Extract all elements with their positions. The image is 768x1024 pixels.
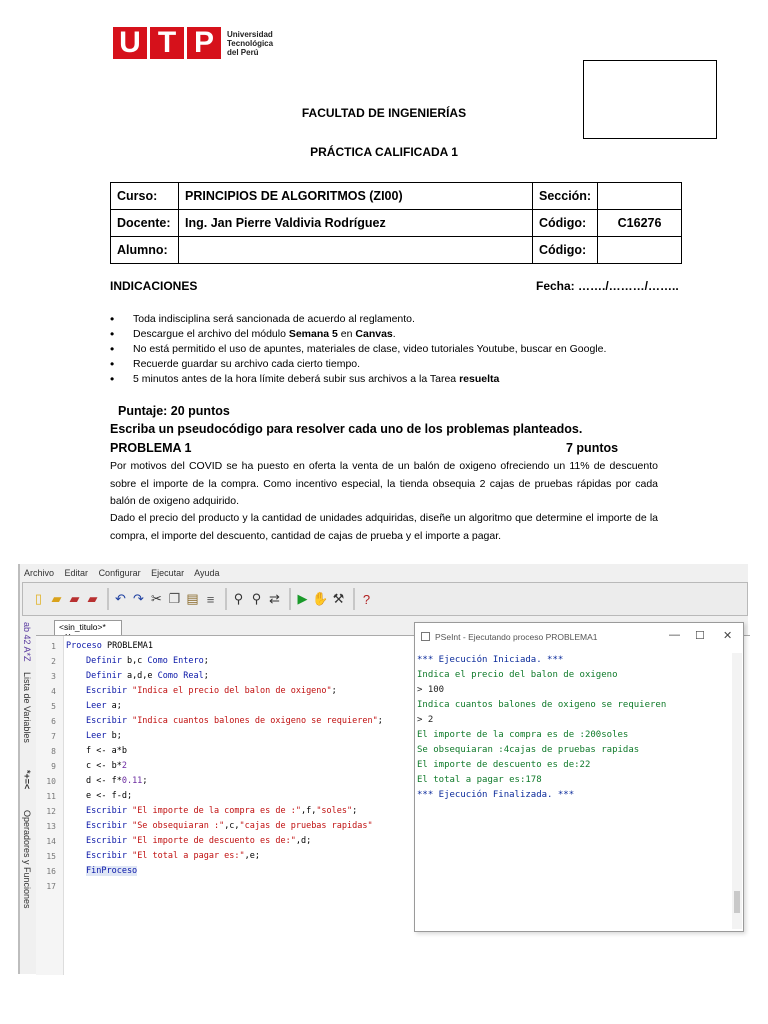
- undo-icon[interactable]: ↶: [115, 591, 126, 606]
- code-line: [86, 776, 147, 786]
- bullet-text: Toda indisciplina será sancionada de acuerdo al reglamento.: [133, 313, 415, 325]
- code-text: e <- f-d;: [86, 791, 133, 801]
- code-text: ,d;: [295, 836, 312, 846]
- codigo-value: C16276: [598, 210, 682, 237]
- code-keyword: Escribir: [86, 806, 127, 816]
- line-number: 8: [51, 747, 56, 756]
- console-line: > 100: [417, 685, 445, 695]
- table-row: [111, 183, 682, 210]
- problem-paragraph-1: Por motivos del COVID se ha puesto en oferta la venta de un balón de oxigeno ofreciendo un 11% de descuento sobre el importe de la compra. Como incentivo especial, la tienda obsequia 2 cajas de pruebas rápidas por cada balón de oxigeno adquirido.: [110, 460, 658, 507]
- codigo-label: Código:: [533, 210, 598, 237]
- code-text: ,e;: [244, 851, 261, 861]
- table-row: [111, 210, 682, 237]
- code-keyword: Escribir: [86, 836, 127, 846]
- help-icon[interactable]: ?: [362, 591, 371, 607]
- maximize-icon[interactable]: ☐: [695, 630, 705, 642]
- logo-line-1: Universidad: [227, 29, 273, 39]
- toolbar: [22, 582, 748, 616]
- list-item: [110, 327, 606, 342]
- console-line: Indica el precio del balon de oxigeno: [417, 670, 618, 680]
- tab-sin-titulo[interactable]: [54, 620, 122, 635]
- console-line: El importe de la compra es de :200soles: [417, 730, 629, 740]
- code-line: [86, 821, 373, 831]
- line-gutter: [36, 636, 64, 975]
- console-line: *** Ejecución Iniciada. ***: [417, 655, 564, 665]
- menu-ejecutar[interactable]: Ejecutar: [151, 568, 185, 578]
- copy-icon[interactable]: ❐: [168, 591, 181, 606]
- indent-icon[interactable]: ≡: [206, 591, 215, 607]
- search-icon[interactable]: ⚲: [233, 591, 244, 606]
- logo-letter-u: U: [119, 26, 141, 59]
- code-string: "Indica el precio del balon de oxigeno": [126, 686, 332, 696]
- code-line: [86, 656, 209, 666]
- operators-panel-tab[interactable]: Operadores y Funciones: [22, 810, 32, 909]
- seccion-value[interactable]: [598, 183, 682, 210]
- console-output: [415, 649, 735, 931]
- minimize-icon[interactable]: —: [669, 629, 680, 641]
- code-keyword: Escribir: [86, 686, 127, 696]
- logo-line-3: del Perú: [227, 47, 259, 57]
- code-string: "El total a pagar es:": [126, 851, 245, 861]
- code-text: ;: [331, 686, 337, 696]
- search-next-icon[interactable]: ⚲: [251, 591, 262, 606]
- code-number: 0.11: [121, 776, 143, 786]
- code-keyword: Definir: [86, 656, 122, 666]
- bullet-text: 5 minutos antes de la hora límite deberá subir sus archivos a la Tarea: [133, 373, 460, 385]
- menu-ayuda[interactable]: Ayuda: [194, 568, 220, 578]
- code-text: a;: [106, 701, 122, 711]
- code-string: "Indica cuantos balones de oxigeno se requieren": [126, 716, 378, 726]
- bullet-text: No está permitido el uso de apuntes, materiales de clase, video tutoriales Youtube, buscar en Google.: [133, 343, 607, 355]
- code-keyword: Leer: [86, 701, 107, 711]
- code-keyword: FinProceso: [86, 866, 138, 876]
- code-keyword: Proceso: [66, 641, 102, 651]
- line-number: 14: [46, 837, 56, 846]
- code-line: [66, 641, 153, 651]
- list-item: [110, 372, 606, 387]
- console-line: *** Ejecución Finalizada. ***: [417, 790, 575, 800]
- cut-icon[interactable]: ✂: [151, 591, 162, 606]
- redo-icon[interactable]: ↷: [133, 591, 144, 606]
- code-keyword: Definir: [86, 671, 122, 681]
- execution-console-window: [414, 622, 744, 932]
- open-folder-icon[interactable]: ▰: [51, 591, 62, 606]
- list-item: [110, 342, 606, 357]
- code-text: ;: [203, 671, 209, 681]
- faculty-title: FACULTAD DE INGENIERÍAS: [301, 106, 467, 120]
- menu-configurar[interactable]: Configurar: [98, 568, 141, 578]
- code-text: ;: [142, 776, 148, 786]
- line-number: 10: [46, 777, 56, 786]
- line-number: 13: [46, 822, 56, 831]
- code-keyword: Escribir: [86, 851, 127, 861]
- line-number: 15: [46, 852, 56, 861]
- new-file-icon[interactable]: ▯: [34, 591, 43, 606]
- line-number: 11: [46, 792, 56, 801]
- code-line: [86, 836, 311, 846]
- code-line: [86, 671, 209, 681]
- save-as-icon[interactable]: ▰: [87, 591, 98, 606]
- pseint-app-icon: [421, 632, 430, 641]
- list-item: [110, 357, 606, 372]
- line-number: 5: [51, 702, 56, 711]
- code-text: ,f,: [300, 806, 317, 816]
- operators-icons[interactable]: *+=<: [22, 770, 32, 790]
- line-number: 2: [51, 657, 56, 666]
- problem-title: PROBLEMA 1: [110, 441, 192, 455]
- code-text: a,d,e: [121, 671, 158, 681]
- console-line: Se obsequiaran :4cajas de pruebas rapidas: [417, 745, 640, 755]
- info-table: [110, 182, 682, 264]
- code-keyword: Como Real: [157, 671, 204, 681]
- problem-paragraph-2: Dado el precio del producto y la cantidad de unidades adquiridas, diseñe un algoritmo que determine el importe de la compra, el importe del descuento, cantidad de cajas de prueba y el importe a pagar.: [110, 512, 658, 542]
- line-number: 6: [51, 717, 56, 726]
- utp-logo: [113, 27, 273, 59]
- code-string: "El importe de descuento es de:": [126, 836, 296, 846]
- line-number: 17: [46, 882, 56, 891]
- menu-archivo[interactable]: Archivo: [24, 568, 55, 578]
- curso-value: PRINCIPIOS DE ALGORITMOS (ZI00): [179, 183, 533, 210]
- line-number: 9: [51, 762, 56, 771]
- line-number: 1: [51, 642, 56, 651]
- console-title-bar: [415, 623, 743, 649]
- curso-label: Curso:: [111, 183, 179, 210]
- problem-points: 7 puntos: [566, 441, 619, 455]
- code-text: ;: [203, 656, 209, 666]
- logo-letter-p: P: [193, 26, 214, 59]
- code-line: [86, 806, 357, 816]
- line-number: 12: [46, 807, 56, 816]
- bullet-text: Descargue el archivo del módulo: [133, 328, 289, 340]
- code-line: [86, 746, 127, 756]
- line-number: 4: [51, 687, 56, 696]
- console-line: El total a pagar es:178: [417, 775, 542, 785]
- line-number: 16: [46, 867, 56, 876]
- logo-letter-t: T: [157, 26, 177, 59]
- code-line: [86, 701, 122, 711]
- console-line: El importe de descuento es de:22: [417, 760, 591, 770]
- step-icon[interactable]: ✋: [312, 591, 329, 606]
- indicaciones-heading: INDICACIONES: [110, 279, 198, 293]
- run-icon[interactable]: ▶: [297, 591, 308, 606]
- variables-panel-tab[interactable]: Lista de Variables: [22, 672, 32, 743]
- code-string: "soles": [316, 806, 353, 816]
- console-title: PSeInt - Ejecutando proceso PROBLEMA1: [435, 632, 598, 642]
- menu-editar[interactable]: Editar: [64, 568, 89, 578]
- alumno-value[interactable]: [179, 237, 533, 264]
- bullet-text: en: [337, 328, 356, 340]
- console-scrollbar[interactable]: [732, 653, 742, 929]
- logo-line-2: Tecnológica: [227, 38, 274, 48]
- logo-mark: [113, 27, 221, 59]
- code-text: ;: [352, 806, 358, 816]
- practice-title: PRÁCTICA CALIFICADA 1: [310, 145, 458, 159]
- close-icon[interactable]: ✕: [723, 630, 733, 642]
- code-keyword: Escribir: [86, 716, 127, 726]
- table-row: [111, 237, 682, 264]
- replace-icon[interactable]: ⇄: [269, 591, 280, 606]
- codigo2-value[interactable]: [598, 237, 682, 264]
- code-line: [86, 866, 137, 876]
- code-string: "El importe de la compra es de :": [126, 806, 301, 816]
- code-text: ,c,: [224, 821, 240, 831]
- bullet-text: .: [392, 328, 396, 340]
- codigo2-label: Código:: [533, 237, 598, 264]
- code-line: [86, 731, 122, 741]
- bullet-text: Recuerde guardar su archivo cada cierto tiempo.: [133, 358, 361, 370]
- code-text: b,c: [121, 656, 148, 666]
- code-text: c <- b*: [86, 761, 122, 771]
- save-icon[interactable]: ▰: [69, 591, 80, 606]
- code-line: [86, 791, 132, 801]
- paste-icon[interactable]: ▤: [186, 591, 199, 606]
- instruction: Escriba un pseudocódigo para resolver cada uno de los problemas planteados.: [110, 422, 583, 436]
- line-number: 7: [51, 732, 56, 741]
- list-item: [110, 312, 606, 327]
- flowchart-icon[interactable]: ⚒: [332, 591, 345, 606]
- console-line: > 2: [417, 715, 434, 725]
- code-string: "Se obsequiaran :": [126, 821, 225, 831]
- code-line: [86, 851, 260, 861]
- code-text: b;: [106, 731, 122, 741]
- photo-box: [583, 60, 717, 139]
- docente-label: Docente:: [111, 210, 179, 237]
- logo-text: [227, 30, 273, 57]
- variables-icons[interactable]: ab 42 A*Z: [22, 622, 32, 662]
- bullet-bold: resuelta: [459, 373, 500, 385]
- fecha-field: Fecha: ……./………/……..: [536, 279, 679, 293]
- code-string: "cajas de pruebas rapidas": [239, 821, 373, 831]
- code-line: [86, 686, 337, 696]
- code-keyword: Escribir: [86, 821, 127, 831]
- bullet-bold: Canvas: [355, 328, 393, 340]
- code-text: ;: [377, 716, 383, 726]
- tab-label: <sin_titulo>*: [59, 622, 106, 632]
- code-text: PROBLEMA1: [101, 641, 154, 651]
- code-keyword: Como Entero: [147, 656, 204, 666]
- bullet-bold: Semana 5: [288, 328, 338, 340]
- puntaje: Puntaje: 20 puntos: [118, 404, 230, 418]
- alumno-label: Alumno:: [111, 237, 179, 264]
- code-line: [86, 716, 383, 726]
- code-line: [86, 761, 127, 771]
- code-text: d <- f*: [86, 776, 122, 786]
- code-keyword: Leer: [86, 731, 107, 741]
- code-text: f <- a*b: [86, 746, 127, 756]
- line-number: 3: [51, 672, 56, 681]
- indicaciones-list: [110, 312, 606, 387]
- console-line: Indica cuantos balones de oxigeno se requieren: [417, 700, 667, 710]
- side-panel: [21, 620, 35, 970]
- docente-value: Ing. Jan Pierre Valdivia Rodríguez: [179, 210, 533, 237]
- menu-bar: [24, 568, 228, 578]
- seccion-label: Sección:: [533, 183, 598, 210]
- code-number: 2: [121, 761, 127, 771]
